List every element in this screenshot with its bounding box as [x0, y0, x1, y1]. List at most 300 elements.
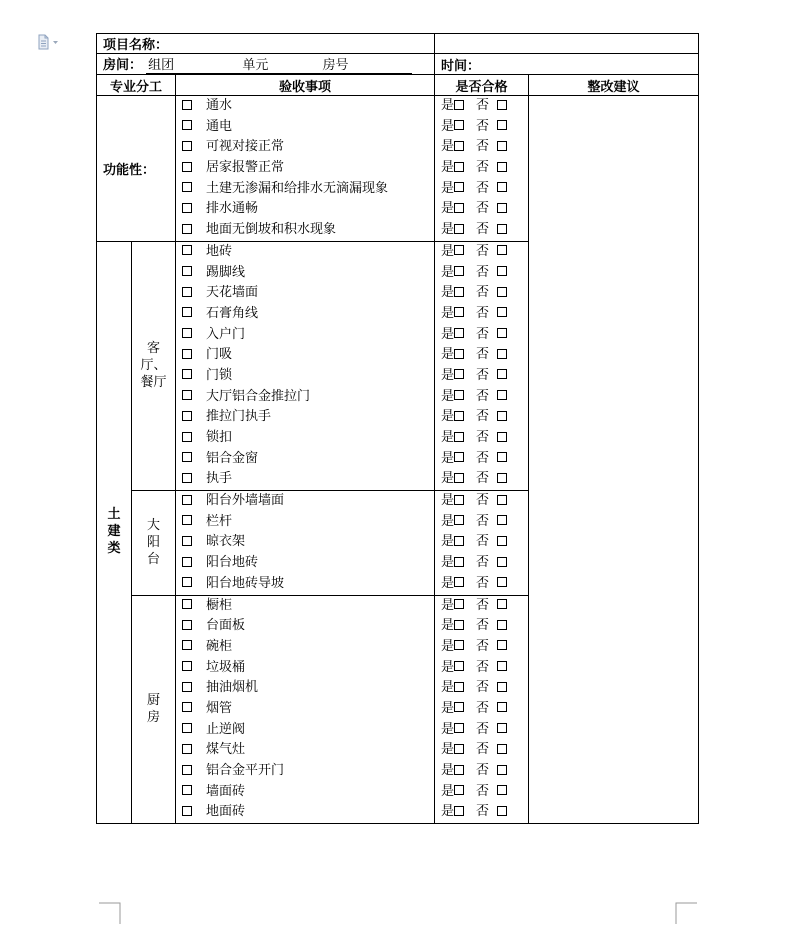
yes-label: 是 [441, 347, 455, 363]
no-label: 否 [476, 638, 490, 654]
room-no-label: 房号 [322, 58, 349, 73]
no-label: 否 [476, 409, 490, 425]
no-checkbox[interactable] [497, 432, 507, 442]
no-checkbox[interactable] [497, 100, 507, 110]
no-label: 否 [476, 534, 490, 550]
no-label: 否 [476, 326, 490, 342]
yes-checkbox[interactable] [454, 682, 464, 692]
qualified-options [435, 199, 528, 220]
balcony-qualified [435, 491, 529, 595]
project-name-cell[interactable] [97, 34, 435, 54]
qualified-options [435, 179, 528, 200]
document-icon[interactable] [37, 34, 59, 50]
no-label: 否 [476, 243, 490, 259]
item-label: 台面板 [206, 618, 246, 634]
yes-label: 是 [441, 618, 455, 634]
item-label: 阳台地砖 [206, 555, 259, 571]
inspection-item [176, 699, 434, 720]
inspection-item [176, 449, 434, 470]
yes-checkbox[interactable] [454, 328, 464, 338]
item-label: 通水 [206, 98, 233, 113]
qualified-options [435, 325, 528, 346]
qualified-options [435, 761, 528, 782]
qualified-header: 是否合格 [435, 75, 529, 96]
yes-checkbox[interactable] [454, 100, 464, 110]
inspection-item [176, 407, 434, 428]
yes-checkbox[interactable] [454, 307, 464, 317]
yes-checkbox[interactable] [454, 369, 464, 379]
yes-checkbox[interactable] [454, 203, 464, 213]
item-checkbox[interactable] [182, 245, 192, 255]
item-checkbox[interactable] [182, 266, 192, 276]
inspection-item [176, 387, 434, 408]
yes-label: 是 [441, 305, 455, 321]
no-label: 否 [476, 680, 490, 696]
no-checkbox[interactable] [497, 390, 507, 400]
item-checkbox[interactable] [182, 702, 192, 712]
item-checkbox[interactable] [182, 744, 192, 754]
item-label: 铝合金平开门 [206, 763, 285, 778]
yes-checkbox[interactable] [454, 557, 464, 567]
room-address-line [146, 54, 412, 74]
civil-category: 土建类 [97, 241, 132, 823]
yes-label: 是 [441, 721, 455, 737]
no-checkbox[interactable] [497, 245, 507, 255]
project-name-value-cell[interactable] [435, 34, 699, 54]
yes-label: 是 [441, 388, 455, 404]
inspection-item [176, 220, 434, 241]
no-checkbox[interactable] [497, 744, 507, 754]
item-checkbox[interactable] [182, 661, 192, 671]
yes-checkbox[interactable] [454, 495, 464, 505]
inspection-item [176, 345, 434, 366]
item-label: 天花墙面 [206, 285, 259, 301]
qualified-options [435, 304, 528, 325]
group-label: 组团 [148, 58, 175, 73]
yes-checkbox[interactable] [454, 661, 464, 671]
item-label: 居家报警正常 [206, 160, 285, 176]
inspection-item [176, 283, 434, 304]
item-checkbox[interactable] [182, 224, 192, 234]
living-qualified [435, 241, 529, 490]
no-label: 否 [476, 139, 490, 155]
no-label: 否 [476, 513, 490, 529]
qualified-options [435, 491, 528, 512]
item-checkbox[interactable] [182, 182, 192, 192]
balcony-subcategory: 大阳台 [132, 491, 176, 595]
yes-label: 是 [441, 680, 455, 696]
inspection-item [176, 469, 434, 490]
time-cell[interactable] [435, 54, 699, 75]
living-subcategory: 客厅、餐厅 [132, 241, 176, 490]
no-checkbox[interactable] [497, 702, 507, 712]
qualified-options [435, 574, 528, 595]
no-checkbox[interactable] [497, 495, 507, 505]
yes-label: 是 [441, 700, 455, 716]
yes-checkbox[interactable] [454, 182, 464, 192]
yes-checkbox[interactable] [454, 245, 464, 255]
no-checkbox[interactable] [497, 661, 507, 671]
yes-checkbox[interactable] [454, 702, 464, 712]
qualified-options [435, 117, 528, 138]
no-checkbox[interactable] [497, 411, 507, 421]
yes-label: 是 [441, 264, 455, 280]
yes-label: 是 [441, 804, 455, 820]
item-label: 入户门 [206, 326, 246, 342]
item-checkbox[interactable] [182, 536, 192, 546]
yes-checkbox[interactable] [454, 723, 464, 733]
inspection-item [176, 199, 434, 220]
yes-label: 是 [441, 659, 455, 675]
yes-label: 是 [441, 430, 455, 445]
no-label: 否 [476, 264, 490, 280]
no-checkbox[interactable] [497, 723, 507, 733]
no-checkbox[interactable] [497, 120, 507, 130]
inspection-item [176, 720, 434, 741]
yes-checkbox[interactable] [454, 577, 464, 587]
qualified-options [435, 263, 528, 284]
item-checkbox[interactable] [182, 390, 192, 400]
qualified-options [435, 553, 528, 574]
item-label: 阳台外墙墙面 [206, 493, 285, 509]
item-label: 晾衣架 [206, 534, 246, 550]
page-corner-mark-right [675, 902, 697, 924]
item-label: 碗柜 [206, 638, 233, 654]
no-label: 否 [476, 804, 490, 820]
living-items [176, 241, 435, 490]
no-label: 否 [476, 763, 490, 778]
yes-label: 是 [441, 201, 455, 217]
no-checkbox[interactable] [497, 557, 507, 567]
yes-label: 是 [441, 575, 455, 591]
qualified-options [435, 345, 528, 366]
inspection-item [176, 304, 434, 325]
yes-checkbox[interactable] [454, 640, 464, 650]
item-label: 石膏角线 [206, 305, 259, 321]
no-checkbox[interactable] [497, 620, 507, 630]
inspection-item [176, 616, 434, 637]
qualified-options [435, 220, 528, 241]
inspection-item [176, 491, 434, 512]
inspection-item [176, 678, 434, 699]
item-checkbox[interactable] [182, 640, 192, 650]
qualified-options [435, 449, 528, 470]
inspection-item [176, 553, 434, 574]
yes-checkbox[interactable] [454, 120, 464, 130]
no-label: 否 [476, 659, 490, 675]
item-label: 门锁 [206, 367, 233, 383]
yes-label: 是 [441, 493, 455, 509]
inspection-item [176, 117, 434, 138]
no-checkbox[interactable] [497, 785, 507, 795]
no-checkbox[interactable] [497, 203, 507, 213]
item-checkbox[interactable] [182, 432, 192, 442]
qualified-options [435, 802, 528, 823]
no-checkbox[interactable] [497, 806, 507, 816]
no-label: 否 [476, 367, 490, 383]
yes-checkbox[interactable] [454, 432, 464, 442]
no-checkbox[interactable] [497, 307, 507, 317]
no-label: 否 [476, 222, 490, 238]
item-checkbox[interactable] [182, 100, 192, 110]
item-checkbox[interactable] [182, 577, 192, 587]
yes-label: 是 [441, 450, 455, 466]
item-label: 铝合金窗 [206, 450, 259, 466]
no-checkbox[interactable] [497, 349, 507, 359]
item-checkbox[interactable] [182, 599, 192, 609]
item-label: 推拉门执手 [206, 409, 272, 425]
qualified-options [435, 469, 528, 490]
no-checkbox[interactable] [497, 328, 507, 338]
item-label: 抽油烟机 [206, 680, 259, 696]
yes-checkbox[interactable] [454, 162, 464, 172]
no-checkbox[interactable] [497, 224, 507, 234]
qualified-options [435, 512, 528, 533]
item-checkbox[interactable] [182, 162, 192, 172]
suggestion-cell[interactable] [529, 96, 699, 824]
functional-qualified [435, 96, 529, 242]
qualified-options [435, 366, 528, 387]
no-checkbox[interactable] [497, 266, 507, 276]
item-label: 墙面砖 [206, 783, 246, 799]
inspection-item [176, 658, 434, 679]
item-label: 烟管 [206, 700, 233, 716]
qualified-options [435, 158, 528, 179]
project-name-label: 项目名称： [103, 38, 169, 53]
item-checkbox[interactable] [182, 785, 192, 795]
no-label: 否 [476, 555, 490, 571]
qualified-options [435, 96, 528, 117]
yes-checkbox[interactable] [454, 411, 464, 421]
inspection-item [176, 782, 434, 803]
yes-checkbox[interactable] [454, 287, 464, 297]
page-corner-mark-left [99, 902, 121, 924]
inspection-item [176, 325, 434, 346]
item-checkbox[interactable] [182, 203, 192, 213]
inspection-item [176, 512, 434, 533]
no-label: 否 [476, 450, 490, 466]
yes-label: 是 [441, 555, 455, 571]
no-label: 否 [476, 430, 490, 445]
item-label: 止逆阀 [206, 721, 246, 737]
item-label: 垃圾桶 [206, 659, 246, 675]
yes-checkbox[interactable] [454, 785, 464, 795]
item-checkbox[interactable] [182, 307, 192, 317]
kitchen-qualified [435, 595, 529, 824]
inspection-header: 验收事项 [176, 75, 435, 96]
qualified-options [435, 720, 528, 741]
yes-checkbox[interactable] [454, 536, 464, 546]
item-checkbox[interactable] [182, 120, 192, 130]
item-label: 执手 [206, 471, 233, 487]
yes-checkbox[interactable] [454, 141, 464, 151]
yes-label: 是 [441, 742, 455, 758]
item-label: 栏杆 [206, 513, 233, 529]
no-label: 否 [476, 783, 490, 799]
yes-checkbox[interactable] [454, 620, 464, 630]
no-label: 否 [476, 493, 490, 509]
no-checkbox[interactable] [497, 182, 507, 192]
qualified-options [435, 283, 528, 304]
item-label: 大厅铝合金推拉门 [206, 388, 311, 404]
item-checkbox[interactable] [182, 287, 192, 297]
no-label: 否 [476, 597, 490, 613]
yes-label: 是 [441, 285, 455, 301]
no-label: 否 [476, 388, 490, 404]
no-label: 否 [476, 118, 490, 134]
item-label: 煤气灶 [206, 742, 246, 758]
yes-checkbox[interactable] [454, 599, 464, 609]
no-checkbox[interactable] [497, 369, 507, 379]
item-checkbox[interactable] [182, 723, 192, 733]
no-label: 否 [476, 471, 490, 487]
qualified-options [435, 387, 528, 408]
yes-checkbox[interactable] [454, 744, 464, 754]
yes-label: 是 [441, 222, 455, 238]
inspection-item [176, 366, 434, 387]
balcony-items [176, 491, 435, 595]
qualified-options [435, 532, 528, 553]
no-label: 否 [476, 575, 490, 591]
item-checkbox[interactable] [182, 557, 192, 567]
suggestion-header: 整改建议 [529, 75, 699, 96]
inspection-item [176, 263, 434, 284]
item-checkbox[interactable] [182, 349, 192, 359]
qualified-options [435, 428, 528, 449]
time-label: 时间： [441, 58, 481, 74]
item-checkbox[interactable] [182, 473, 192, 483]
no-label: 否 [476, 721, 490, 737]
item-checkbox[interactable] [182, 328, 192, 338]
yes-checkbox[interactable] [454, 390, 464, 400]
yes-label: 是 [441, 160, 455, 176]
yes-label: 是 [441, 638, 455, 654]
inspection-item [176, 802, 434, 823]
yes-checkbox[interactable] [454, 515, 464, 525]
yes-checkbox[interactable] [454, 452, 464, 462]
kitchen-subcategory: 厨房 [132, 595, 176, 824]
item-checkbox[interactable] [182, 369, 192, 379]
yes-label: 是 [441, 597, 455, 613]
no-checkbox[interactable] [497, 765, 507, 775]
no-checkbox[interactable] [497, 452, 507, 462]
no-label: 否 [476, 305, 490, 321]
inspection-item [176, 532, 434, 553]
qualified-options [435, 596, 528, 617]
no-checkbox[interactable] [497, 287, 507, 297]
item-label: 地砖 [206, 243, 233, 259]
item-checkbox[interactable] [182, 765, 192, 775]
item-label: 地面砖 [206, 804, 246, 820]
no-label: 否 [476, 180, 490, 196]
qualified-options [435, 782, 528, 803]
item-checkbox[interactable] [182, 620, 192, 630]
no-label: 否 [476, 160, 490, 176]
item-label: 通电 [206, 118, 233, 134]
no-label: 否 [476, 618, 490, 634]
yes-label: 是 [441, 118, 455, 134]
item-label: 橱柜 [206, 597, 233, 613]
inspection-item [176, 574, 434, 595]
item-checkbox[interactable] [182, 495, 192, 505]
yes-label: 是 [441, 513, 455, 529]
inspection-table [96, 33, 699, 824]
no-checkbox[interactable] [497, 599, 507, 609]
room-cell[interactable] [97, 54, 435, 75]
no-checkbox[interactable] [497, 162, 507, 172]
yes-checkbox[interactable] [454, 224, 464, 234]
no-checkbox[interactable] [497, 515, 507, 525]
yes-label: 是 [441, 326, 455, 342]
unit-label: 单元 [242, 58, 269, 73]
yes-label: 是 [441, 98, 455, 113]
qualified-options [435, 137, 528, 158]
no-label: 否 [476, 201, 490, 217]
inspection-item [176, 761, 434, 782]
item-checkbox[interactable] [182, 515, 192, 525]
item-label: 阳台地砖导坡 [206, 575, 285, 591]
no-checkbox[interactable] [497, 640, 507, 650]
item-label: 门吸 [206, 347, 233, 363]
inspection-item [176, 740, 434, 761]
item-label: 地面无倒坡和积水现象 [206, 222, 337, 238]
item-checkbox[interactable] [182, 411, 192, 421]
item-checkbox[interactable] [182, 682, 192, 692]
qualified-options [435, 637, 528, 658]
yes-label: 是 [441, 367, 455, 383]
qualified-options [435, 699, 528, 720]
yes-label: 是 [441, 139, 455, 155]
yes-label: 是 [441, 409, 455, 425]
room-label: 房间： [103, 58, 143, 73]
inspection-item [176, 242, 434, 263]
yes-checkbox[interactable] [454, 349, 464, 359]
no-checkbox[interactable] [497, 536, 507, 546]
qualified-options [435, 658, 528, 679]
yes-checkbox[interactable] [454, 806, 464, 816]
no-label: 否 [476, 285, 490, 301]
no-checkbox[interactable] [497, 473, 507, 483]
qualified-options [435, 616, 528, 637]
item-label: 土建无渗漏和给排水无滴漏现象 [206, 180, 389, 196]
item-label: 踢脚线 [206, 264, 246, 280]
yes-checkbox[interactable] [454, 473, 464, 483]
yes-checkbox[interactable] [454, 266, 464, 276]
inspection-item [176, 428, 434, 449]
yes-label: 是 [441, 471, 455, 487]
no-label: 否 [476, 700, 490, 716]
inspection-item [176, 596, 434, 617]
item-checkbox[interactable] [182, 141, 192, 151]
no-checkbox[interactable] [497, 682, 507, 692]
inspection-item [176, 158, 434, 179]
yes-checkbox[interactable] [454, 765, 464, 775]
no-checkbox[interactable] [497, 577, 507, 587]
item-label: 排水通畅 [206, 201, 259, 217]
no-label: 否 [476, 742, 490, 758]
item-checkbox[interactable] [182, 806, 192, 816]
specialty-header: 专业分工 [97, 75, 176, 96]
item-checkbox[interactable] [182, 452, 192, 462]
no-label: 否 [476, 347, 490, 363]
inspection-item [176, 637, 434, 658]
yes-label: 是 [441, 534, 455, 550]
no-label: 否 [476, 98, 490, 113]
no-checkbox[interactable] [497, 141, 507, 151]
qualified-options [435, 678, 528, 699]
functional-category: 功能性： [97, 96, 176, 242]
inspection-item [176, 179, 434, 200]
